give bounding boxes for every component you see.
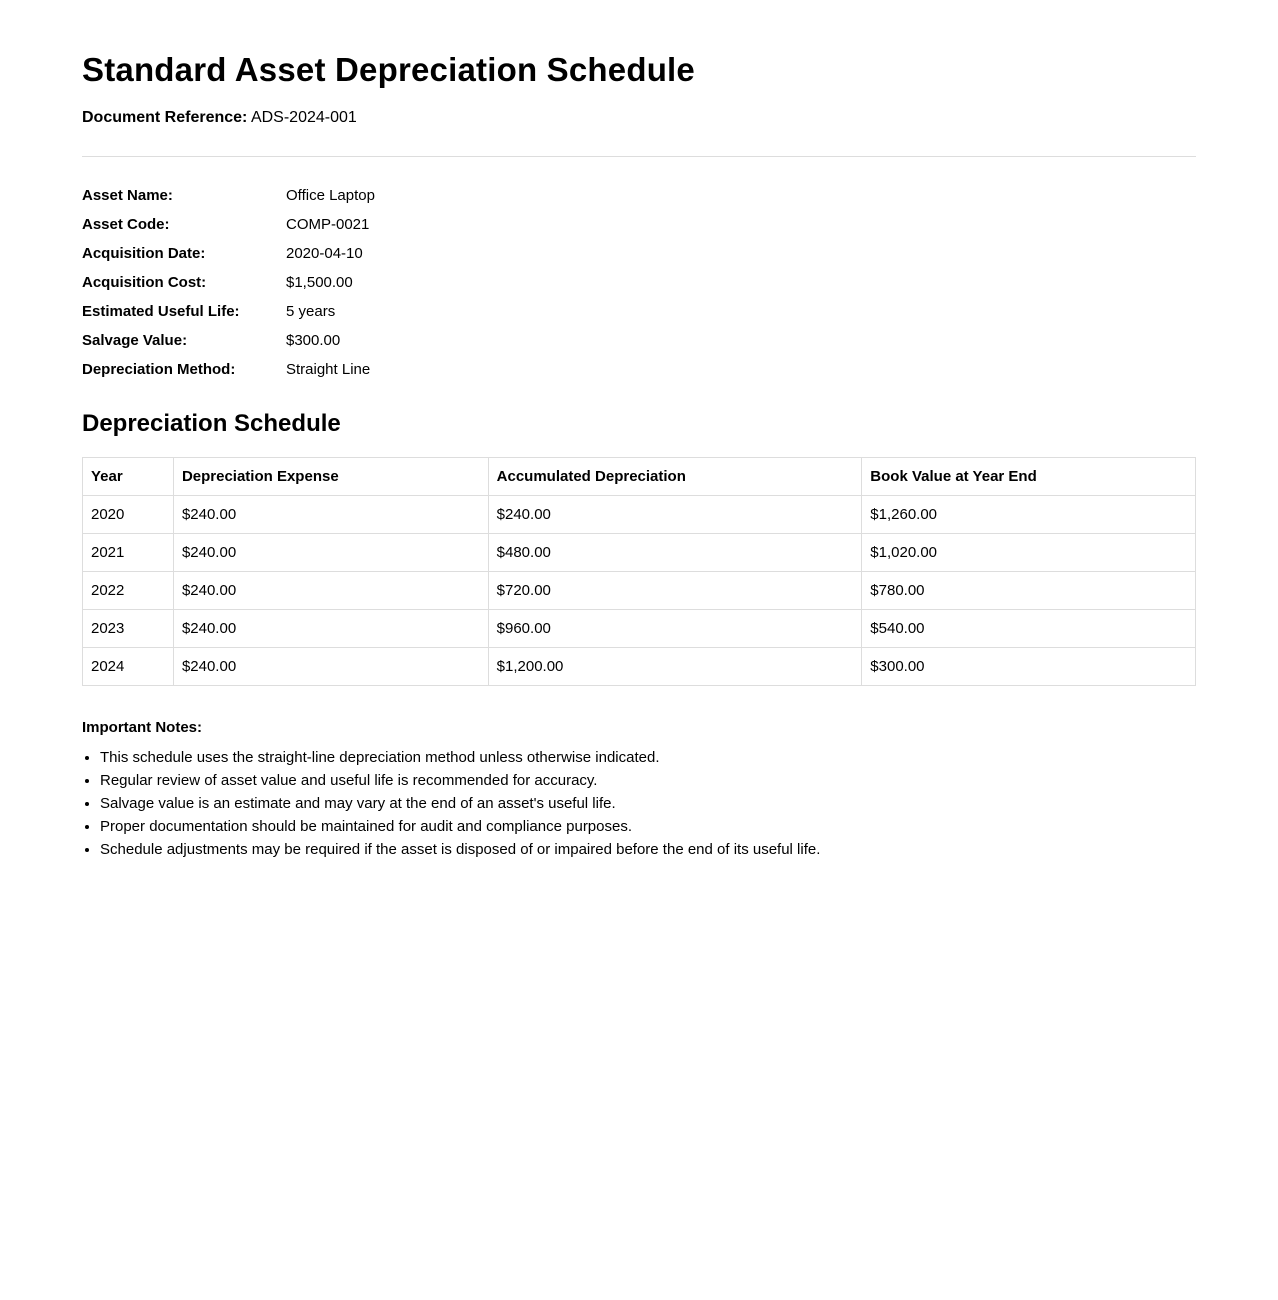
table-row <box>83 610 1196 648</box>
column-header-year: Year <box>83 458 174 496</box>
table-cell: $240.00 <box>173 534 488 572</box>
table-cell: $300.00 <box>862 648 1196 686</box>
table-cell: $780.00 <box>862 572 1196 610</box>
table-cell: 2020 <box>83 496 174 534</box>
asset-info-label: Depreciation Method: <box>82 361 236 378</box>
asset-info-label: Asset Name: <box>82 187 173 204</box>
note-item: • Salvage value is an estimate and may vary at the end of an asset's useful life. <box>100 792 1196 815</box>
table-cell: $240.00 <box>488 496 862 534</box>
table-cell: $960.00 <box>488 610 862 648</box>
table-cell: $1,020.00 <box>862 534 1196 572</box>
asset-info-value: COMP-0021 <box>286 216 370 233</box>
column-header-accumulated-depreciation: Accumulated Depreciation <box>488 458 862 496</box>
divider <box>82 156 1196 157</box>
asset-info-row <box>82 273 1196 302</box>
asset-info-row <box>82 331 1196 360</box>
asset-info-value: Straight Line <box>286 361 371 378</box>
asset-info-value: Office Laptop <box>286 187 375 204</box>
asset-info-row <box>82 302 1196 331</box>
table-cell: 2022 <box>83 572 174 610</box>
table-cell: 2023 <box>83 610 174 648</box>
asset-info-label: Salvage Value: <box>82 332 188 349</box>
asset-info-label: Estimated Useful Life: <box>82 303 240 320</box>
document-reference <box>82 108 1196 128</box>
notes-list <box>82 746 1196 861</box>
page-title: Standard Asset Depreciation Schedule <box>82 51 695 88</box>
column-header-book-value: Book Value at Year End <box>862 458 1196 496</box>
asset-info-row <box>82 360 1196 389</box>
table-cell: $540.00 <box>862 610 1196 648</box>
table-cell: $240.00 <box>173 572 488 610</box>
table-cell: $240.00 <box>173 648 488 686</box>
asset-info-label: Asset Code: <box>82 216 170 233</box>
document-reference-value: ADS-2024-001 <box>250 109 357 126</box>
asset-info-row <box>82 215 1196 244</box>
asset-info-label: Acquisition Cost: <box>82 274 207 291</box>
table-cell: $1,260.00 <box>862 496 1196 534</box>
asset-info-label: Acquisition Date: <box>82 245 206 262</box>
table-cell: $240.00 <box>173 610 488 648</box>
table-cell: $480.00 <box>488 534 862 572</box>
document-reference-label: Document Reference: <box>82 109 248 126</box>
asset-info-value: 5 years <box>286 303 336 320</box>
note-item: • This schedule uses the straight-line depreciation method unless otherwise indicated. <box>100 746 1196 769</box>
table-cell: $720.00 <box>488 572 862 610</box>
note-item: • Proper documentation should be maintained for audit and compliance purposes. <box>100 815 1196 838</box>
asset-info-value: $1,500.00 <box>286 274 353 291</box>
asset-info-value: $300.00 <box>286 332 341 349</box>
depreciation-table <box>82 457 1196 686</box>
asset-info-row <box>82 244 1196 273</box>
column-header-depreciation-expense: Depreciation Expense <box>173 458 488 496</box>
table-header-row <box>83 458 1196 496</box>
table-cell: $240.00 <box>173 496 488 534</box>
note-item: • Schedule adjustments may be required if the asset is disposed of or impaired before the end of its useful life. <box>100 838 1196 861</box>
table-cell: $1,200.00 <box>488 648 862 686</box>
table-row <box>83 534 1196 572</box>
asset-info <box>82 186 1196 389</box>
table-row <box>83 648 1196 686</box>
note-item: • Regular review of asset value and useful life is recommended for accuracy. <box>100 769 1196 792</box>
table-cell: 2024 <box>83 648 174 686</box>
notes-title: Important Notes: <box>82 719 202 736</box>
table-cell: 2021 <box>83 534 174 572</box>
table-row <box>83 572 1196 610</box>
asset-info-row <box>82 186 1196 215</box>
asset-info-value: 2020-04-10 <box>286 245 363 262</box>
schedule-heading: Depreciation Schedule <box>82 410 341 437</box>
table-row <box>83 496 1196 534</box>
